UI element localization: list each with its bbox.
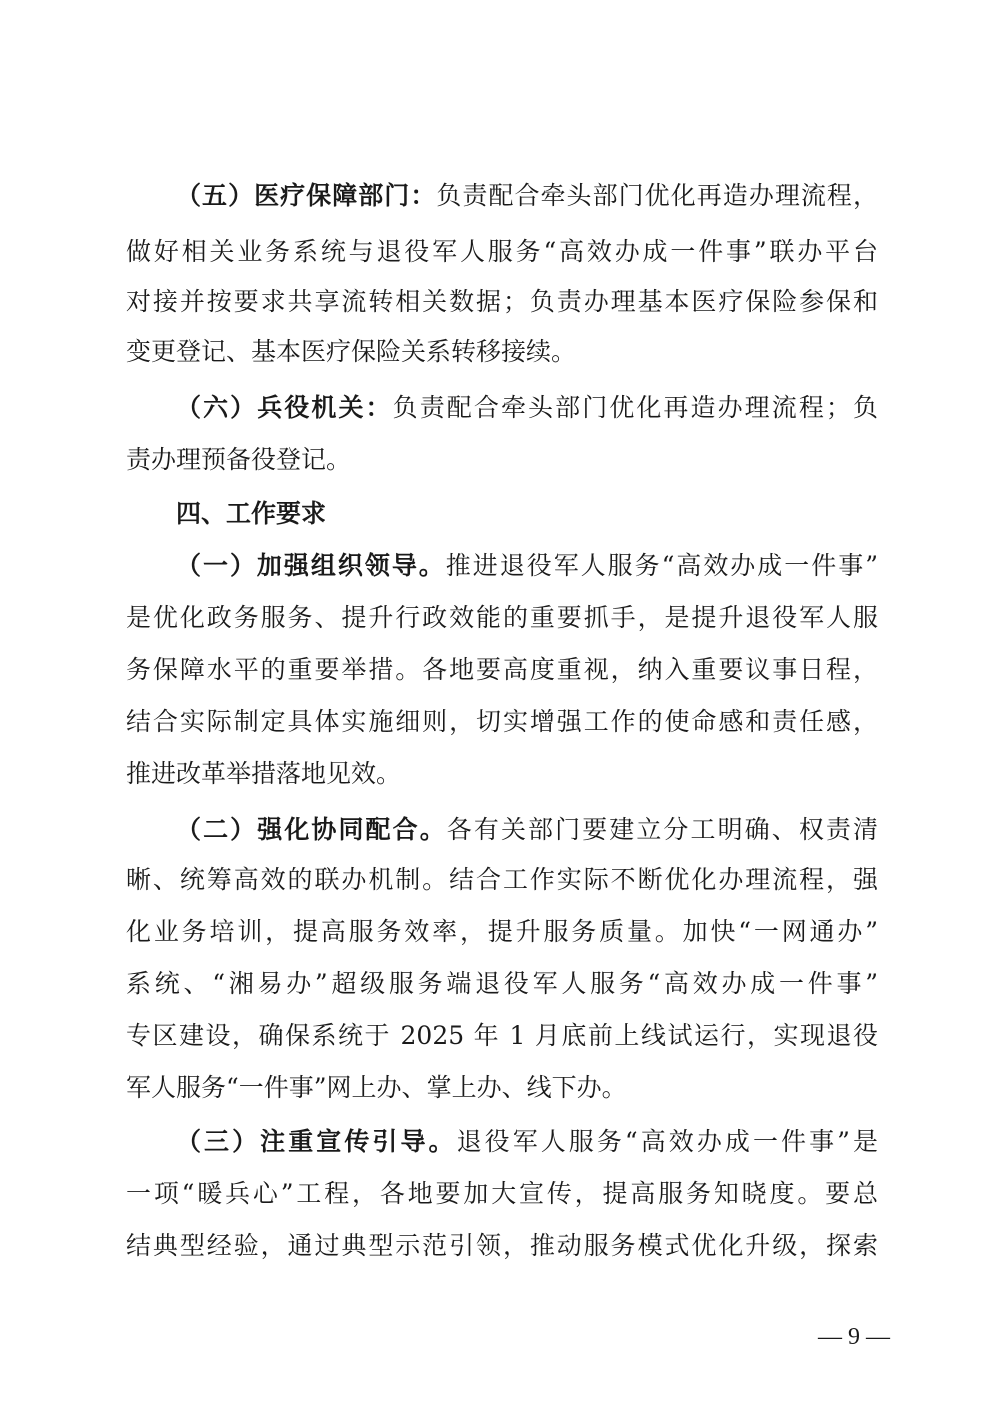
paragraph-line: 专区建设，确保系统于 2025 年 1 月底前上线试运行，实现退役 bbox=[126, 1021, 878, 1050]
paragraph-lead: （五）医疗保障部门： bbox=[176, 181, 437, 210]
paragraph-line: 一项“暖兵心”工程，各地要加大宣传，提高服务知晓度。要总 bbox=[126, 1179, 878, 1208]
page-number: — 9 — bbox=[818, 1324, 890, 1350]
paragraph-line: 晰、统筹高效的联办机制。结合工作实际不断优化办理流程，强 bbox=[126, 865, 878, 894]
paragraph-line: 做好相关业务系统与退役军人服务“高效办成一件事”联办平台 bbox=[126, 237, 878, 266]
paragraph-lead: （三）注重宣传引导。 bbox=[176, 1127, 457, 1156]
paragraph-lead: （六）兵役机关： bbox=[176, 393, 393, 422]
paragraph-line: （五）医疗保障部门：负责配合牵头部门优化再造办理流程， bbox=[176, 181, 878, 210]
paragraph-line: 是优化政务服务、提升行政效能的重要抓手，是提升退役军人服 bbox=[126, 603, 878, 632]
paragraph-line: （二）强化协同配合。各有关部门要建立分工明确、权责清 bbox=[176, 815, 878, 844]
paragraph-line: 结典型经验，通过典型示范引领，推动服务模式优化升级，探索 bbox=[126, 1231, 878, 1260]
paragraph-line: 系统、“湘易办”超级服务端退役军人服务“高效办成一件事” bbox=[126, 969, 878, 998]
paragraph-line: 结合实际制定具体实施细则，切实增强工作的使命感和责任感， bbox=[126, 707, 878, 736]
paragraph-line: 对接并按要求共享流转相关数据；负责办理基本医疗保险参保和 bbox=[126, 287, 878, 316]
paragraph-lead: （二）强化协同配合。 bbox=[176, 815, 447, 844]
paragraph-line: （六）兵役机关：负责配合牵头部门优化再造办理流程；负 bbox=[176, 393, 878, 422]
paragraph-line: 推进改革举措落地见效。 bbox=[126, 759, 402, 788]
paragraph-line: 化业务培训，提高服务效率，提升服务质量。加快“一网通办” bbox=[126, 917, 878, 946]
paragraph-lead: （一）加强组织领导。 bbox=[176, 551, 446, 580]
section-heading: 四、工作要求 bbox=[176, 499, 327, 528]
paragraph-line: （三）注重宣传引导。退役军人服务“高效办成一件事”是 bbox=[176, 1127, 878, 1156]
paragraph-line: 军人服务“一件事”网上办、掌上办、线下办。 bbox=[126, 1073, 627, 1102]
paragraph-line: 变更登记、基本医疗保险关系转移接续。 bbox=[126, 337, 577, 366]
paragraph-line: 责办理预备役登记。 bbox=[126, 445, 352, 474]
paragraph-line: （一）加强组织领导。推进退役军人服务“高效办成一件事” bbox=[176, 551, 878, 580]
paragraph-line: 务保障水平的重要举措。各地要高度重视，纳入重要议事日程， bbox=[126, 655, 878, 684]
